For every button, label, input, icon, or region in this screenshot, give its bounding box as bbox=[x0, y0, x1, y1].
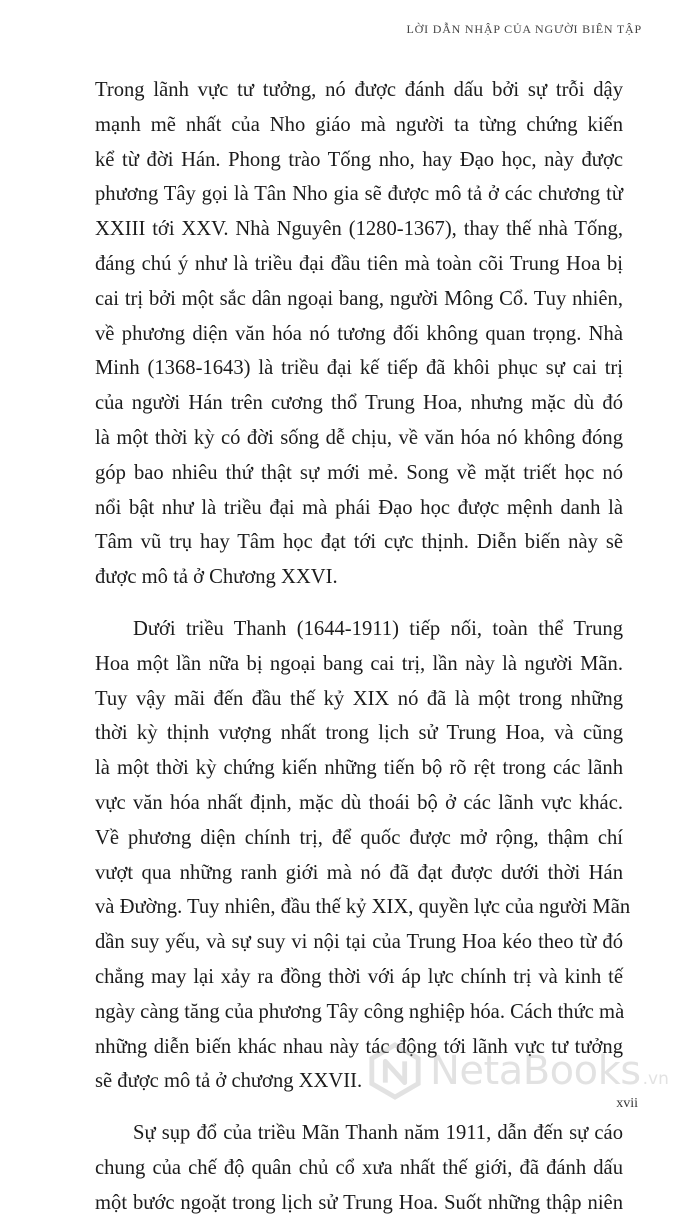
running-head: LỜI DẪN NHẬP CỦA NGƯỜI BIÊN TẬP bbox=[406, 22, 642, 36]
text-line: vượt qua những ranh giới mà nó đã đạt được dưới thời Hán bbox=[95, 861, 623, 884]
text-line: Minh (1368-1643) là triều đại kế tiếp đã khôi phục sự cai trị bbox=[95, 357, 623, 380]
text-line: cai trị bởi một sắc dân ngoại bang, người Mông Cổ. Tuy nhiên, bbox=[95, 287, 623, 310]
text-line: Trong lãnh vực tư tưởng, nó được đánh dấu bởi sự trỗi dậy bbox=[95, 79, 623, 101]
text-line: của người Hán trên cương thổ Trung Hoa, nhưng mặc dù đó bbox=[95, 392, 623, 415]
text-line: là một thời kỳ chứng kiến những tiến bộ rõ rệt trong các lãnh bbox=[95, 757, 623, 780]
text-line: thời kỳ thịnh vượng nhất trong lịch sử Trung Hoa, và cũng bbox=[95, 722, 623, 745]
page-number: xvii bbox=[616, 1096, 638, 1111]
text-line: Hoa một lần nữa bị ngoại bang cai trị, lần này là người Mãn. bbox=[95, 652, 623, 675]
paragraph-1 bbox=[95, 73, 623, 595]
text-line: XXIII tới XXV. Nhà Nguyên (1280-1367), thay thế nhà Tống, bbox=[95, 218, 623, 241]
watermark-suffix: .vn bbox=[642, 1069, 669, 1089]
paragraph-2 bbox=[95, 612, 631, 1099]
text-line: sẽ được mô tả ở chương XXVII. bbox=[95, 1070, 363, 1093]
text-line: những diễn biến khác nhau này tác động tới lãnh vực tư tưởng bbox=[95, 1035, 623, 1058]
text-line: nổi bật như là triều đại mà phái Đạo học được mệnh danh là bbox=[95, 496, 623, 519]
text-line: chẳng may lại xảy ra đồng thời với áp lực chính trị và kinh tế bbox=[95, 965, 623, 988]
netabooks-logo-icon bbox=[366, 1042, 424, 1100]
text-line: chung của chế độ quân chủ cổ xưa nhất thế giới, đã đánh dấu bbox=[95, 1156, 623, 1179]
watermark-brand: NetaBooks bbox=[430, 1048, 641, 1094]
text-line: được mô tả ở Chương XXVI. bbox=[95, 566, 338, 589]
text-line: kể từ đời Hán. Phong trào Tống nho, hay Đạo học, này được bbox=[95, 148, 623, 171]
text-line: Sự sụp đổ của triều Mãn Thanh năm 1911, dẫn đến sự cáo bbox=[133, 1122, 623, 1145]
text-line: mạnh mẽ nhất của Nho giáo mà người ta từng chứng kiến bbox=[95, 113, 623, 136]
text-line: ngày càng tăng của phương Tây công nghiệp hóa. Cách thức mà bbox=[95, 1000, 625, 1023]
watermark bbox=[366, 1038, 696, 1104]
text-line: Tuy vậy mãi đến đầu thế kỷ XIX nó đã là một trong những bbox=[95, 687, 623, 710]
text-line: Tâm vũ trụ hay Tâm học đạt tới cực thịnh. Diễn biến này sẽ bbox=[95, 531, 623, 554]
text-line: dần suy yếu, và sự suy vi nội tại của Trung Hoa kéo theo từ đó bbox=[95, 931, 623, 954]
text-line: đáng chú ý như là triều đại đầu tiên mà toàn cõi Trung Hoa bị bbox=[95, 252, 623, 275]
text-line: là một thời kỳ có đời sống dễ chịu, về văn hóa nó không đóng bbox=[95, 426, 623, 449]
text-line: Dưới triều Thanh (1644-1911) tiếp nối, toàn thể Trung bbox=[133, 617, 623, 640]
text-line: và Đường. Tuy nhiên, đầu thế kỷ XIX, quyền lực của người Mãn bbox=[95, 896, 631, 919]
text-line: Về phương diện chính trị, để quốc được mở rộng, thậm chí bbox=[95, 826, 623, 849]
text-line: vực văn hóa nhất định, mặc dù thoái bộ ở các lãnh vực khác. bbox=[95, 791, 623, 814]
text-line: phương Tây gọi là Tân Nho gia sẽ được mô tả ở các chương từ bbox=[95, 183, 623, 206]
text-line: một bước ngoặt trong lịch sử Trung Hoa. Suốt những thập niên bbox=[95, 1191, 623, 1214]
text-line: về phương diện văn hóa nó tương đối không quan trọng. Nhà bbox=[95, 322, 623, 345]
text-line: góp bao nhiêu thứ thật sự mới mẻ. Song về mặt triết học nó bbox=[95, 461, 623, 484]
paragraph-3 bbox=[95, 1116, 623, 1220]
